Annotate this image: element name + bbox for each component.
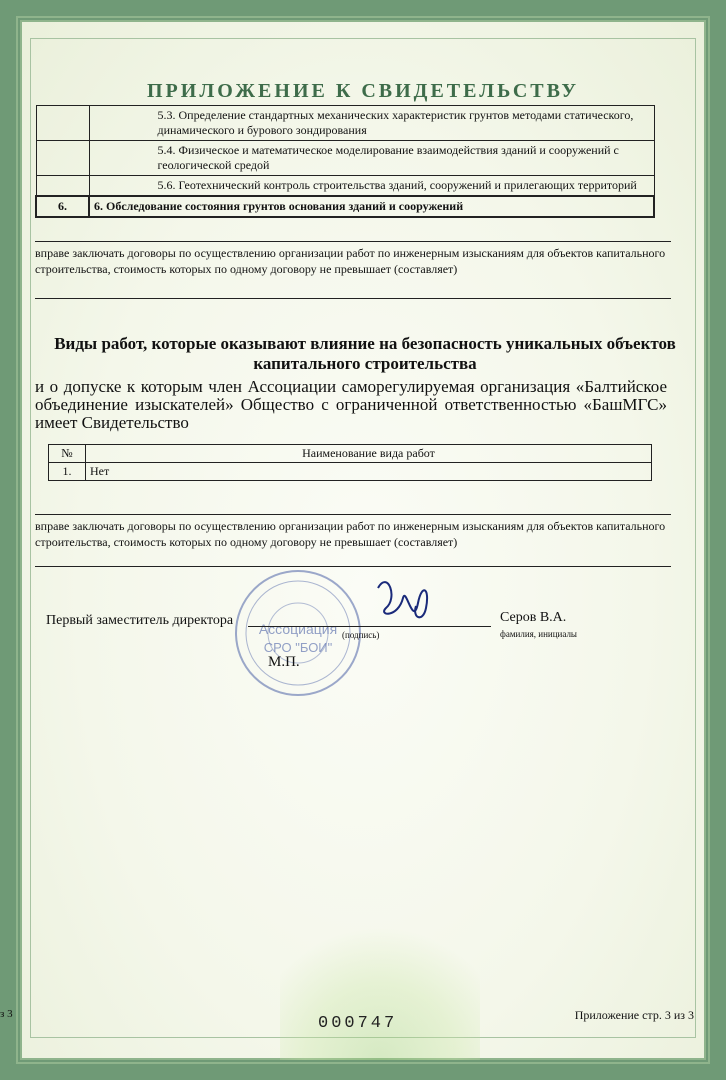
divider <box>35 241 671 242</box>
signer-name: Серов В.А. <box>500 610 567 625</box>
row-number <box>36 141 89 176</box>
row-text: 5.4. Физическое и математическое моделирование взаимодействия зданий и сооружений с геологической средой <box>89 141 654 176</box>
section-body: и о допуске к которым член Ассоциации саморегулируемая организация «Балтийское объединение изыскателей» Общество с ограниченной ответственностью «БашМГС» имеет Свидетельство <box>35 377 667 432</box>
row-number <box>36 106 89 141</box>
signature-line <box>248 626 491 627</box>
handwritten-signature <box>368 568 438 638</box>
row-text: 6. Обследование состояния грунтов основания зданий и сооружений <box>89 196 654 217</box>
signature-hint: (подпись) <box>342 630 380 640</box>
guilloche-ornament <box>280 900 480 1060</box>
table-header-row <box>49 445 652 463</box>
table-row <box>36 196 654 217</box>
stamp-text: СРО "БОИ" <box>263 640 333 655</box>
row-number: 6. <box>36 196 89 217</box>
signer-position: Первый заместитель директора <box>46 613 234 628</box>
col-header-number: № <box>49 445 86 463</box>
table-row <box>36 106 654 141</box>
contract-note: вправе заключать договоры по осуществлению организации работ по инженерным изысканиям для объектов капитального строительства, стоимость которых по одному договору не превышает (составляет) <box>35 519 666 549</box>
stamp-text: Ассоциация <box>258 621 338 637</box>
row-number: 1. <box>49 463 86 481</box>
row-text: Нет <box>86 463 652 481</box>
serial-number: 000747 <box>318 1014 398 1033</box>
signer-name-hint: фамилия, инициалы <box>500 629 577 639</box>
page-title: ПРИЛОЖЕНИЕ К СВИДЕТЕЛЬСТВУ <box>146 80 580 102</box>
footer-fragment: з 3 <box>0 1008 13 1020</box>
unique-works-table <box>48 444 652 481</box>
table-row <box>36 176 654 197</box>
contract-note: вправе заключать договоры по осуществлению организации работ по инженерным изысканиям для объектов капитального строительства, стоимость которых по одному договору не превышает (составляет) <box>35 246 666 276</box>
works-table <box>35 105 655 218</box>
page-label: Приложение стр. 3 из 3 <box>574 1008 694 1022</box>
divider <box>35 298 671 299</box>
divider <box>35 566 671 567</box>
table-row <box>36 141 654 176</box>
row-number <box>36 176 89 197</box>
row-text: 5.6. Геотехнический контроль строительства зданий, сооружений и прилегающих территорий <box>89 176 654 197</box>
table-row <box>49 463 652 481</box>
row-text: 5.3. Определение стандартных механических характеристик грунтов методами статического, динамического и бурового зондирования <box>89 106 654 141</box>
col-header-name: Наименование вида работ <box>86 445 652 463</box>
stamp-place-label: М.П. <box>268 654 300 670</box>
section-heading: Виды работ, которые оказывают влияние на безопасность уникальных объектов капитального строительства <box>54 334 676 373</box>
divider <box>35 514 671 515</box>
